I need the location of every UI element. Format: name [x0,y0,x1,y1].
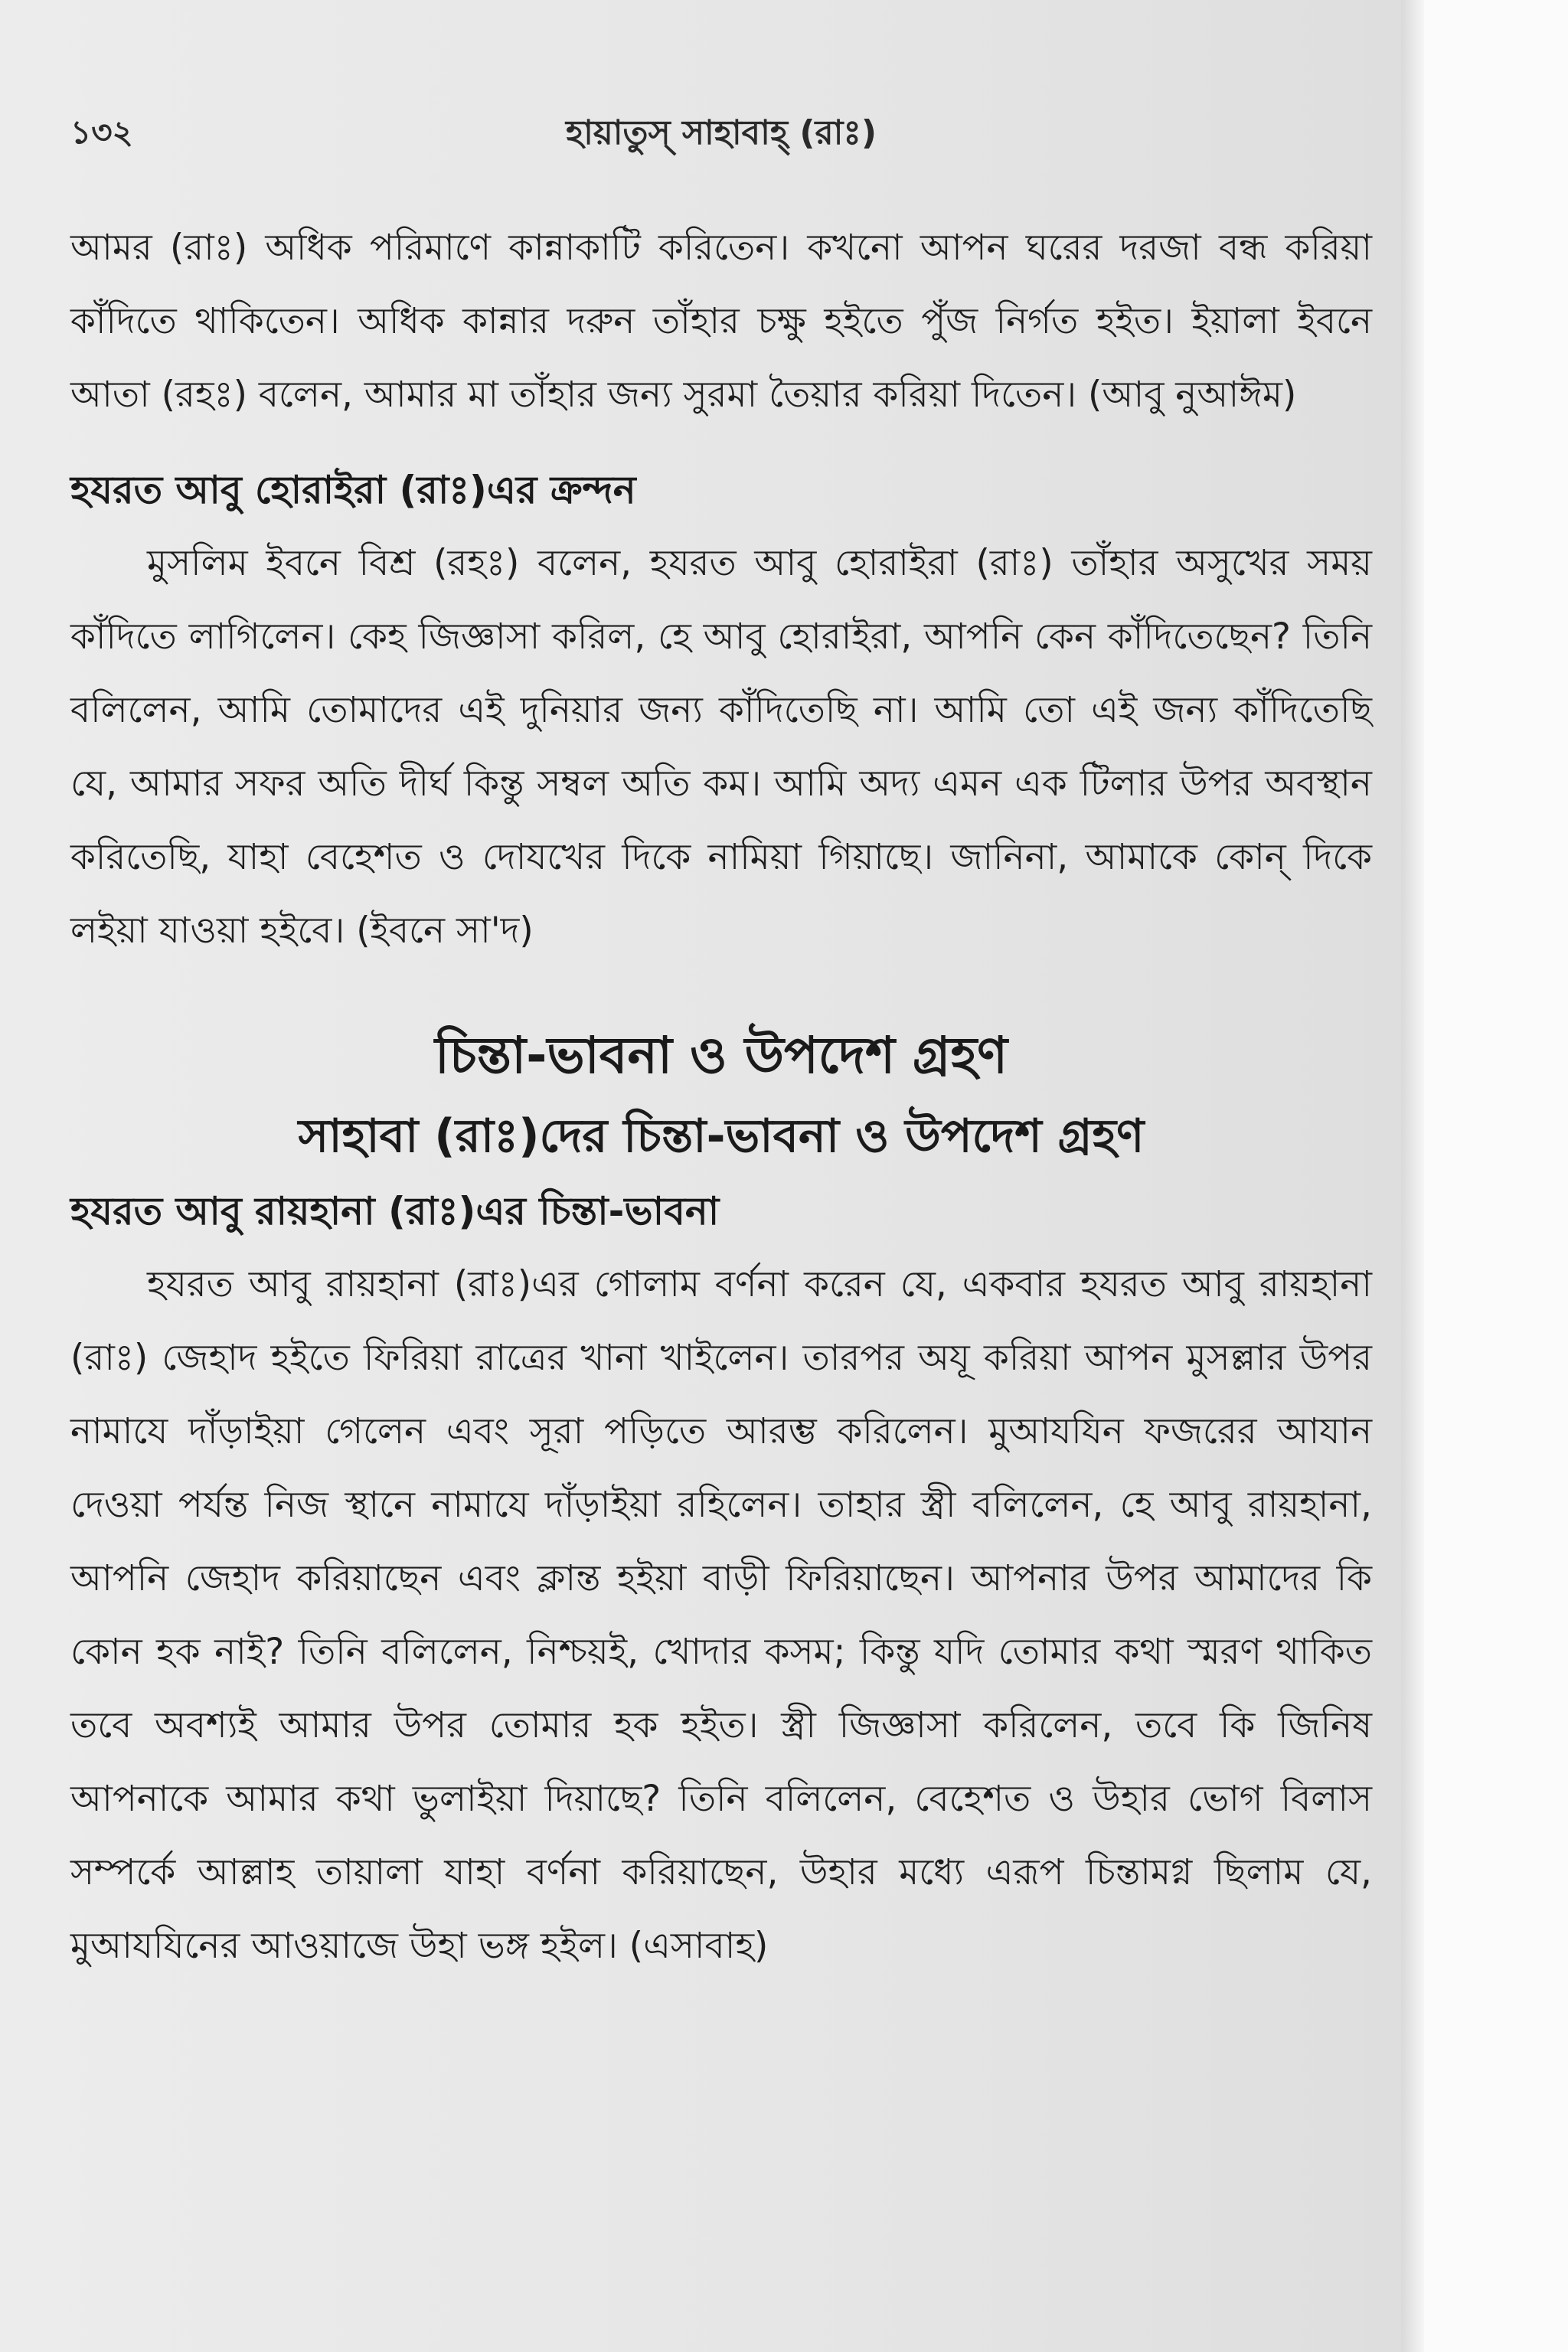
section-heading-abu-raihana: হযরত আবু রায়হানা (রাঃ)এর চিন্তা-ভাবনা [70,1189,720,1233]
page-number: ১৩২ [70,113,133,151]
section-heading-abu-hurairah: হযরত আবু হোরাইরা (রাঃ)এর ক্রন্দন [70,468,636,512]
paragraph-section3: হযরত আবু রায়হানা (রাঃ)এর গোলাম বর্ণনা করেন যে, একবার হযরত আবু রায়হানা (রাঃ) জেহাদ হইতে ফিরিয়া রাত্রের খানা খাইলেন। তারপর অযূ করিয়া আপন মুসল্লার উপর নামাযে দাঁড়াইয়া গেলেন এবং সূরা পড়িতে আরম্ভ করিলেন। মুআযযিন ফজরের আযান দেওয়া পর্যন্ত নিজ স্থানে নামাযে দাঁড়াইয়া রহিলেন। তাহার স্ত্রী বলিলেন, হে আবু রায়হানা, আপনি জেহাদ করিয়াছেন এবং ক্লান্ত হইয়া বাড়ী ফিরিয়াছেন। আপনার উপর আমাদের কি কোন হক নাই? তিনি বলিলেন, নিশ্চয়ই, খোদার কসম; কিন্তু যদি তোমার কথা স্মরণ থাকিত তবে অবশ্যই আমার উপর তোমার হক হইত। স্ত্রী জিজ্ঞাসা করিলেন, তবে কি জিনিষ আপনাকে আমার কথা ভুলাইয়া দিয়াছে? তিনি বলিলেন, বেহেশত ও উহার ভোগ বিলাস সম্পর্কে আল্লাহ তায়ালা যাহা বর্ণনা করিয়াছেন, উহার মধ্যে এরূপ চিন্তামগ্ন ছিলাম যে, মুআযযিনের আওয়াজে উহা ভঙ্গ হইল। (এসাবাহ) [70,1263,1372,1967]
paragraph-section2: মুসলিম ইবনে বিশ্র (রহঃ) বলেন, হযরত আবু হোরাইরা (রাঃ) তাঁহার অসুখের সময় কাঁদিতে লাগিলেন। কেহ জিজ্ঞাসা করিল, হে আবু হোরাইরা, আপনি কেন কাঁদিতেছেন? তিনি বলিলেন, আমি তোমাদের এই দুনিয়ার জন্য কাঁদিতেছি না। আমি তো এই জন্য কাঁদিতেছি যে, আমার সফর অতি দীর্ঘ কিন্তু সম্বল অতি কম। আমি অদ্য এমন এক টিলার উপর অবস্থান করিতেছি, যাহা বেহেশত ও দোযখের দিকে নামিয়া গিয়াছে। জানিনা, আমাকে কোন্ দিকে লইয়া যাওয়া হইবে। (ইবনে সা'দ) [70,542,1372,952]
page-edge [1401,0,1424,2352]
page-content [70,107,1372,1983]
running-title: হায়াতুস্ সাহাবাহ্ (রাঃ) [566,113,877,152]
paragraph-section1: আমর (রাঃ) অধিক পরিমাণে কান্নাকাটি করিতেন। কখনো আপন ঘরের দরজা বন্ধ করিয়া কাঁদিতে থাকিতেন। অধিক কান্নার দরুন তাঁহার চক্ষু হইতে পুঁজ নির্গত হইত। ইয়ালা ইবনে আতা (রহঃ) বলেন, আমার মা তাঁহার জন্য সুরমা তৈয়ার করিয়া দিতেন। (আবু নুআঈম) [70,227,1372,416]
chapter-title: চিন্তা-ভাবনা ও উপদেশ গ্রহণ [434,1026,1008,1085]
chapter-subtitle: সাহাবা (রাঃ)দের চিন্তা-ভাবনা ও উপদেশ গ্রহণ [298,1109,1145,1163]
page-header [70,107,1372,176]
